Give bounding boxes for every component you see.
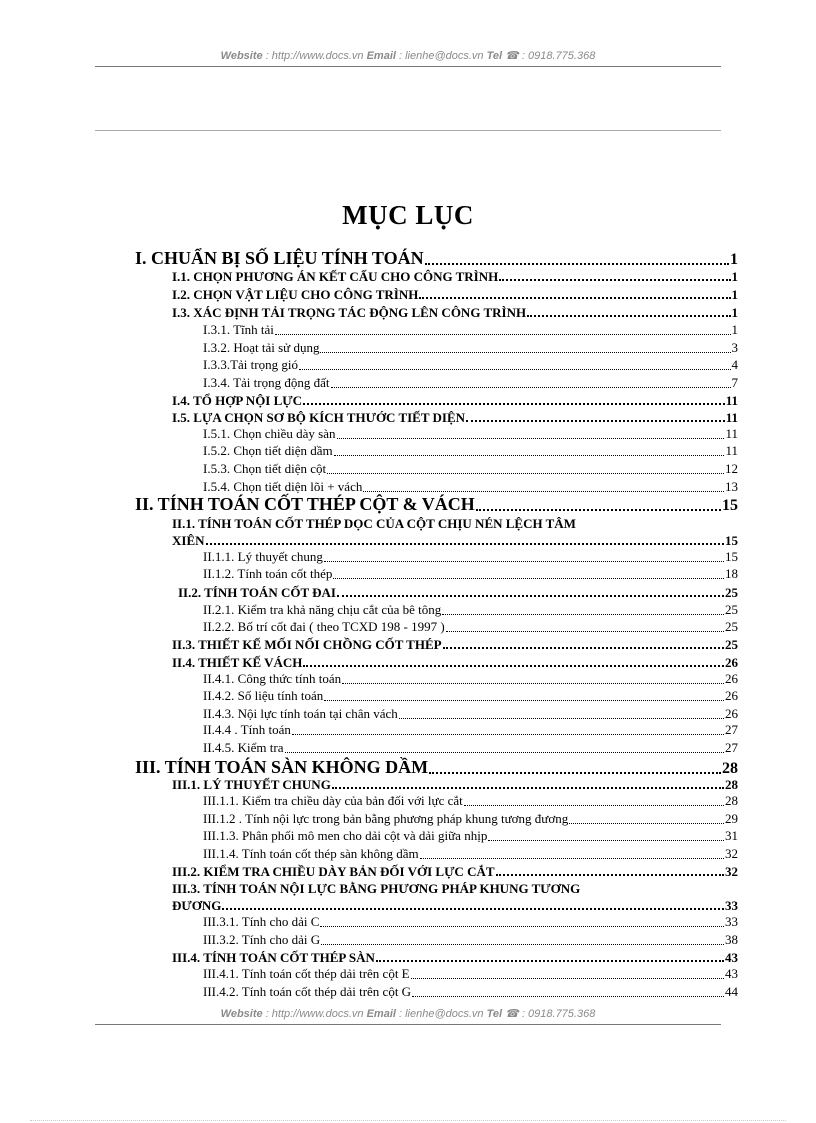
toc-page-number: 27 <box>725 722 738 737</box>
toc-page-number: 29 <box>725 811 738 826</box>
toc-leader <box>466 420 725 422</box>
toc-page-number: 15 <box>725 549 738 564</box>
toc-page-number: 1 <box>730 251 738 268</box>
toc-entry-text: III.4.1. Tính toán cốt thép dải trên cột E <box>203 966 410 981</box>
toc-leader <box>327 473 724 474</box>
header-email-label: Email <box>366 50 396 62</box>
toc-page-number: 1 <box>731 305 738 320</box>
toc-entry-text: II.2.2. Bố trí cốt đai ( theo TCXD 198 - 1997 ) <box>203 619 445 634</box>
toc-entry-text: II.1.1. Lý thuyết chung <box>203 549 323 564</box>
toc-entry[interactable] <box>203 340 738 356</box>
toc-entry-text: I.3.2. Hoạt tải sử dụng <box>203 340 320 355</box>
toc-entry-text: III. TÍNH TOÁN SÀN KHÔNG DẦM <box>135 757 429 777</box>
toc-page-number: 25 <box>725 637 738 652</box>
toc-page-number: 15 <box>725 533 738 548</box>
toc-leader <box>320 352 730 353</box>
toc-entry[interactable] <box>203 846 738 862</box>
toc-entry-text: II.4.1. Công thức tính toán <box>203 671 342 686</box>
page-title: MỤC LỤC <box>342 200 474 230</box>
toc-entry[interactable] <box>172 864 738 880</box>
toc-leader <box>333 578 724 579</box>
toc-page-number: 15 <box>722 497 738 514</box>
toc-entry-text: II.4.3. Nội lực tính toán tại chân vách <box>203 706 398 721</box>
footer-tel-label: Tel <box>486 1008 503 1020</box>
toc-page-number: 28 <box>725 793 738 808</box>
toc-entry[interactable] <box>172 655 738 671</box>
toc-page-number: 11 <box>725 393 738 408</box>
toc-leader <box>476 509 721 511</box>
toc-entry[interactable] <box>203 966 738 982</box>
toc-leader <box>496 874 724 876</box>
toc-entry-text: II.4.4 . Tính toán <box>203 722 291 737</box>
toc-entry[interactable] <box>203 479 738 495</box>
toc-leader <box>222 908 724 910</box>
toc-entry[interactable] <box>172 777 738 793</box>
toc-entry-text: III.4. TÍNH TOÁN CỐT THÉP SÀN <box>172 950 375 965</box>
toc-entry-text: I.3. XÁC ĐỊNH TẢI TRỌNG TÁC ĐỘNG LÊN CÔNG TRÌNH <box>172 305 527 320</box>
toc-entry[interactable] <box>135 495 738 515</box>
toc-entry[interactable] <box>203 722 738 738</box>
toc-page-number: 33 <box>725 914 738 929</box>
toc-entry[interactable] <box>203 602 738 618</box>
toc-leader <box>331 387 731 388</box>
toc-page-number: 26 <box>725 706 738 721</box>
toc-page-number: 11 <box>725 410 738 425</box>
footer-site-label: Website <box>220 1008 263 1020</box>
toc-entry-text: II.4.2. Số liệu tính toán <box>203 688 324 703</box>
toc-leader <box>337 438 725 439</box>
toc-page-number: 27 <box>725 740 738 755</box>
toc-leader <box>321 944 724 945</box>
toc-entry[interactable] <box>172 269 738 285</box>
toc-entry-text: III.1.3. Phân phối mô men cho dải cột và dải giữa nhịp <box>203 828 488 843</box>
footer-rule <box>95 1024 721 1025</box>
toc-page-number: 44 <box>725 984 738 999</box>
toc-entry-text: III.2. KIỂM TRA CHIỀU DÀY BẢN ĐỐI VỚI LỰC CẮT <box>172 864 495 879</box>
toc-page-number: 33 <box>725 898 738 913</box>
toc-page-number: 13 <box>725 479 738 494</box>
toc-entry[interactable] <box>203 461 738 477</box>
toc-page-number: 7 <box>731 375 738 390</box>
toc-page-number: 38 <box>725 932 738 947</box>
toc-entry-text: I.3.3.Tải trọng gió <box>203 357 298 372</box>
toc-leader <box>303 403 725 405</box>
footer-site-url[interactable]: : http://www.docs.vn <box>265 1008 364 1020</box>
toc-entry[interactable] <box>135 758 738 778</box>
toc-entry[interactable] <box>203 426 738 442</box>
toc-entry[interactable] <box>203 932 738 948</box>
toc-entry[interactable] <box>172 637 738 653</box>
toc-entry-text: I.3.1. Tĩnh tải <box>203 322 274 337</box>
toc-entry[interactable] <box>203 793 738 809</box>
toc-page-number: 4 <box>731 357 738 372</box>
toc-leader <box>292 734 724 735</box>
toc-leader <box>303 665 724 667</box>
toc-leader <box>324 561 724 562</box>
toc-page-number: 11 <box>725 426 738 441</box>
toc-page-number: 32 <box>725 846 738 861</box>
toc-leader <box>419 297 730 299</box>
toc-leader <box>342 683 724 684</box>
toc-entry-text: III.4.2. Tính toán cốt thép dải trên cột G <box>203 984 412 999</box>
toc-entry[interactable] <box>203 828 738 844</box>
toc-leader <box>420 858 724 859</box>
toc-leader <box>442 614 724 615</box>
toc-entry-text: I.5. LỰA CHỌN SƠ BỘ KÍCH THƯỚC TIẾT DIỆN <box>172 410 466 425</box>
toc-leader <box>429 772 721 774</box>
toc-page-number: 31 <box>725 828 738 843</box>
toc-leader <box>425 263 729 265</box>
toc-entry[interactable] <box>203 549 738 565</box>
toc-leader <box>412 996 724 997</box>
header-tel: ☎ : 0918.775.368 <box>505 50 596 62</box>
toc-entry-heading-line[interactable]: III.3. TÍNH TOÁN NỘI LỰC BẰNG PHƯƠNG PHÁP KHUNG TƯƠNG <box>172 881 581 896</box>
page-bottom-border <box>30 1120 786 1121</box>
toc-entry-text: III.1. LÝ THUYẾT CHUNG <box>172 777 331 792</box>
toc-entry[interactable] <box>172 898 738 914</box>
toc-entry[interactable] <box>172 393 738 409</box>
toc-entry-text: II. TÍNH TOÁN CỐT THÉP CỘT & VÁCH <box>135 494 475 514</box>
toc-page-number: 26 <box>725 655 738 670</box>
toc-page-number: 25 <box>725 602 738 617</box>
toc-entry[interactable] <box>203 984 738 1000</box>
toc-entry-text: I. CHUẨN BỊ SỐ LIỆU TÍNH TOÁN <box>135 248 424 268</box>
toc-entry-text: I.5.3. Chọn tiết diện cột <box>203 461 327 476</box>
footer-email-label: Email <box>366 1008 396 1020</box>
toc-page-number: 25 <box>725 585 738 600</box>
toc-leader <box>324 700 724 701</box>
toc-entry[interactable] <box>203 322 738 338</box>
toc-leader <box>320 926 724 927</box>
toc-entry-text: I.3.4. Tải trọng động đất <box>203 375 330 390</box>
toc-leader <box>446 631 724 632</box>
toc-leader <box>527 315 730 317</box>
toc-entry-text: XIÊN <box>172 533 205 548</box>
toc-page-number: 28 <box>725 777 738 792</box>
toc-leader <box>411 978 724 979</box>
toc-entry[interactable] <box>203 671 738 687</box>
header-email[interactable]: : lienhe@docs.vn <box>399 50 484 62</box>
toc-page-number: 1 <box>731 322 738 337</box>
toc-leader <box>299 369 731 370</box>
toc-leader <box>363 491 724 492</box>
toc-page-number: 26 <box>725 688 738 703</box>
toc-entry[interactable] <box>172 305 738 321</box>
toc-leader <box>376 960 724 962</box>
toc-leader <box>399 718 724 719</box>
toc-entry[interactable] <box>203 740 738 756</box>
toc-leader <box>488 840 724 841</box>
toc-entry[interactable] <box>172 950 738 966</box>
toc-entry[interactable] <box>178 585 738 601</box>
toc-entry-text: ĐƯƠNG <box>172 898 222 913</box>
toc-page-number: 43 <box>725 966 738 981</box>
toc-page-number: 28 <box>722 760 738 777</box>
toc-entry-heading-line[interactable]: II.1. TÍNH TOÁN CỐT THÉP DỌC CỦA CỘT CHỊU NÉN LỆCH TÂM <box>172 516 576 531</box>
footer-tel: ☎ : 0918.775.368 <box>505 1008 596 1020</box>
toc-entry[interactable] <box>203 566 738 582</box>
toc-entry-text: II.4.5. Kiểm tra <box>203 740 284 755</box>
toc-entry[interactable] <box>203 706 738 722</box>
toc-entry[interactable] <box>203 619 738 635</box>
toc-entry-text: I.5.2. Chọn tiết diện dầm <box>203 443 333 458</box>
toc-entry-text: I.4. TỔ HỢP NỘI LỰC <box>172 393 303 408</box>
toc-entry[interactable] <box>135 249 738 269</box>
header-site-url[interactable]: : http://www.docs.vn <box>265 50 364 62</box>
toc-entry-text: I.1. CHỌN PHƯƠNG ÁN KẾT CẤU CHO CÔNG TRÌNH <box>172 269 499 284</box>
toc-leader <box>206 543 724 545</box>
toc-entry[interactable] <box>172 410 738 426</box>
toc-leader <box>569 823 724 824</box>
toc-leader <box>275 334 731 335</box>
toc-page-number: 11 <box>725 443 738 458</box>
toc-entry[interactable] <box>203 811 738 827</box>
toc-page-number: 25 <box>725 619 738 634</box>
toc-entry[interactable] <box>203 688 738 704</box>
toc-leader <box>337 595 724 597</box>
toc-entry-text: II.4. THIẾT KẾ VÁCH <box>172 655 303 670</box>
toc-leader <box>464 805 724 806</box>
toc-leader <box>332 787 724 789</box>
toc-page-number: 18 <box>725 566 738 581</box>
toc-page-number: 1 <box>731 269 738 284</box>
toc-entry-text: II.3. THIẾT KẾ MỐI NỐI CHỒNG CỐT THÉP <box>172 637 442 652</box>
toc-entry-text: II.2. TÍNH TOÁN CỐT ĐAI <box>178 585 336 600</box>
toc-entry[interactable] <box>203 375 738 391</box>
toc-entry[interactable] <box>172 287 738 303</box>
toc-page-number: 12 <box>725 461 738 476</box>
toc-entry-text: II.2.1. Kiểm tra khả năng chịu cắt của bê tông <box>203 602 442 617</box>
toc-entry-text: III.1.4. Tính toán cốt thép sàn không dầm <box>203 846 419 861</box>
toc-entry[interactable] <box>203 443 738 459</box>
page-footer <box>0 1007 816 1020</box>
toc-entry[interactable] <box>203 914 738 930</box>
toc-page-number: 3 <box>731 340 738 355</box>
toc-entry-text: I.2. CHỌN VẬT LIỆU CHO CÔNG TRÌNH <box>172 287 419 302</box>
toc-entry[interactable] <box>203 357 738 373</box>
header-tel-label: Tel <box>486 50 503 62</box>
toc-entry-text: III.1.2 . Tính nội lực trong bản bằng phương pháp khung tương đương <box>203 811 569 826</box>
toc-entry-text: III.3.1. Tính cho dải C <box>203 914 320 929</box>
footer-email[interactable]: : lienhe@docs.vn <box>399 1008 484 1020</box>
toc-leader <box>334 455 725 456</box>
toc-entry-text: I.5.4. Chọn tiết diện lõi + vách <box>203 479 363 494</box>
toc-page-number: 1 <box>731 287 738 302</box>
toc-entry-text: II.1.2. Tính toán cốt thép <box>203 566 333 581</box>
toc-leader <box>285 752 724 753</box>
toc-page-number: 32 <box>725 864 738 879</box>
toc-page-number: 26 <box>725 671 738 686</box>
toc-entry-text: I.5.1. Chọn chiều dày sàn <box>203 426 336 441</box>
toc-entry[interactable] <box>172 533 738 549</box>
header-site-label: Website <box>220 50 263 62</box>
toc-page-number: 43 <box>725 950 738 965</box>
toc-leader <box>499 279 730 281</box>
toc-leader <box>443 647 724 649</box>
toc-entry-text: III.3.2. Tính cho dải G <box>203 932 321 947</box>
toc-entry-text: III.1.1. Kiểm tra chiều dày của bản đối với lực cắt <box>203 793 463 808</box>
